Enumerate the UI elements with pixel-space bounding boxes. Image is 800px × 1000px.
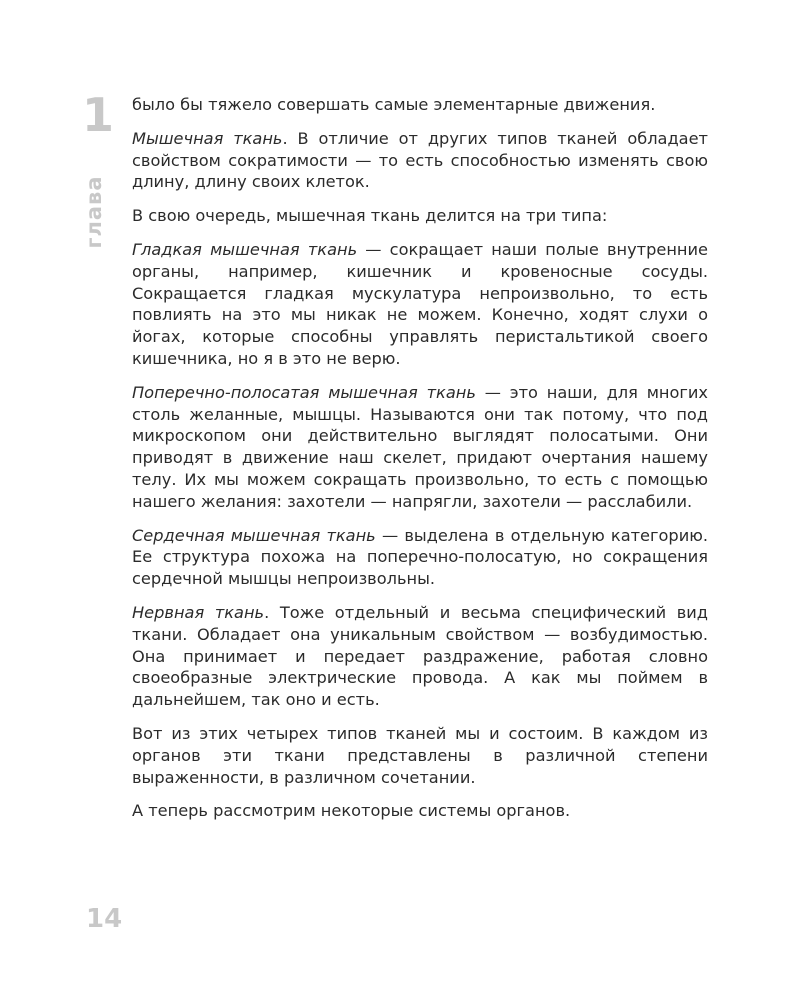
paragraph-text: . Тоже отдельный и весьма специфический вид ткани. Обладает она уникальным свойством — возбудимостью. Она принимает и передает раздражение, работая словно своеобразные электрические провода. А как мы поймем в дальнейшем, так оно и есть. [132,602,708,710]
paragraph-lead-term: Гладкая мышечная ткань [132,239,358,259]
paragraph-text: . В отличие от других типов тканей обладает свойством сократимости — то есть способностью изменять свою длину, длину своих клеток. [132,128,708,192]
paragraph-text: Вот из этих четырех типов тканей мы и состоим. В каждом из органов эти ткани представлены в различной степени выраженности, в различном сочетании. [132,723,708,787]
paragraph-text: — сокращает наши полые внутренние органы, например, кишечник и кровеносные сосуды. Сокращается гладкая мускулатура непроизвольно, то есть повлиять на это мы никак не можем. Конечно, ходят слухи о йогах, которые способны управлять перистальтикой своего кишечника, но я в это не верю. [132,239,708,368]
paragraph-text: А теперь рассмотрим некоторые системы органов. [132,801,571,821]
paragraph-text: — выделена в отдельную категорию. Ее структура похожа на поперечно-полосатую, но сокращения сердечной мышцы непроизвольны. [132,525,708,589]
page-number: 14 [86,904,123,934]
paragraph-lead-term: Нервная ткань [132,602,265,622]
paragraph-nervous-tissue [132,602,708,711]
paragraph-muscle-types [132,205,708,227]
paragraph-lead-term: Сердечная мышечная ткань [132,525,376,545]
paragraph-striated-muscle [132,382,708,513]
paragraph-1 [132,94,708,116]
paragraph-muscle-tissue [132,128,708,193]
paragraph-text: было бы тяжело совершать самые элементарные движения. [132,95,656,114]
paragraph-lead-term: Поперечно-полосатая мышечная ткань [132,382,476,402]
paragraph-lead-term: Мышечная ткань [132,128,283,148]
paragraph-four-tissues [132,723,708,788]
paragraph-cardiac-muscle [132,525,708,590]
chapter-label: глава [82,175,106,249]
paragraph-text: В свою очередь, мышечная ткань делится на три типа: [132,206,608,226]
paragraph-organ-systems [132,800,708,822]
chapter-number: 1 [81,88,114,142]
paragraph-text: — это наши, для многих столь желанные, мышцы. Называются они так потому, что под микроскопом они действительно выглядят полосатыми. Они приводят в движение наш скелет, придают очертания нашему телу. Их мы можем сокращать произвольно, то есть с помощью нашего желания: захотели — напрягли, захотели — расслабили. [132,382,708,511]
body-text [132,94,708,834]
paragraph-smooth-muscle [132,239,708,370]
